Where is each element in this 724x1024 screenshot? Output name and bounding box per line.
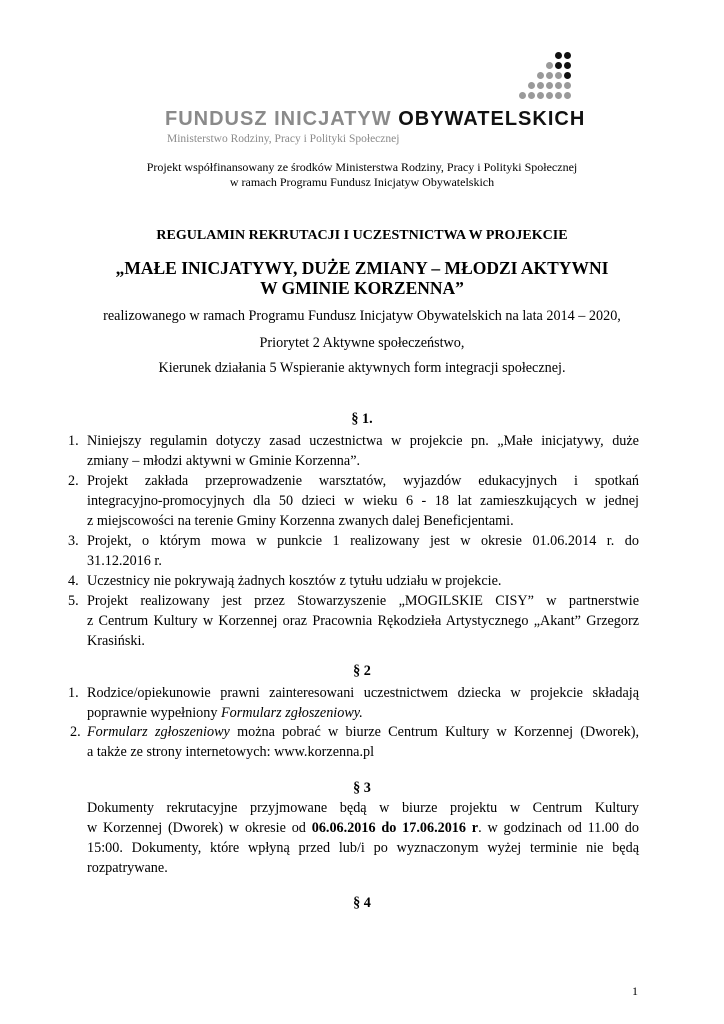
list-item-line	[87, 703, 639, 723]
document-heading: REGULAMIN REKRUTACJI I UCZESTNICTWA W PROJEKCIE	[156, 228, 568, 243]
list-item-text	[87, 722, 639, 762]
list-item-line: Niniejszy regulamin dotyczy zasad uczestnictwa w projekcie pn. „Małe inicjatywy, duże	[87, 433, 639, 449]
logo-dot	[528, 82, 535, 89]
list-item-number: 2.	[70, 724, 81, 740]
list-item-text	[87, 471, 639, 531]
paragraph-line: 15:00. Dokumenty, które wpłyną przed lub/i po wyznaczonym wyżej terminie nie będą	[87, 840, 639, 856]
logo-dot	[528, 92, 535, 99]
bold-date-range: 06.06.2016 do 17.06.2016 r	[311, 820, 479, 836]
project-title-line-1: „MAŁE INICJATYWY, DUŻE ZMIANY – MŁODZI AKTYWNI	[115, 258, 609, 278]
list-item-line: Projekt, o którym mowa w punkcie 1 realizowany jest w okresie 01.06.2014 r. do	[87, 533, 639, 549]
logo-dot	[537, 82, 544, 89]
list-item-line	[87, 722, 639, 742]
logo-dots-graphic	[510, 52, 574, 104]
list-item-line: Projekt realizowany jest przez Stowarzyszenie „MOGILSKIE CISY” w partnerstwie	[87, 593, 639, 609]
list-item-number: 1.	[68, 685, 79, 701]
list-item-text	[87, 683, 639, 723]
list-item-line: 31.12.2016 r.	[87, 553, 162, 569]
italic-form-name: Formularz zgłoszeniowy.	[220, 705, 363, 721]
list-item-number: 2.	[68, 473, 79, 489]
italic-form-name: Formularz zgłoszeniowy	[87, 724, 230, 740]
text-run: w Korzennej (Dworek) w okresie od	[87, 820, 312, 836]
logo-subtitle: Ministerstwo Rodziny, Pracy i Polityki Społecznej	[167, 133, 400, 145]
logo-wordmark	[165, 108, 585, 131]
text-run: . w godzinach od 11.00 do	[478, 820, 639, 836]
list-item-line: Uczestnicy nie pokrywają żadnych kosztów z tytułu udziału w projekcie.	[87, 573, 502, 589]
list-item-line: integracyjno-promocyjnych dla 50 dzieci w wieku 6 - 18 lat zamieszkujących w jednej	[87, 493, 639, 509]
logo-dot	[537, 92, 544, 99]
list-item-text	[87, 591, 639, 651]
text-run: poprawnie wypełniony	[87, 705, 221, 721]
logo-dot	[555, 72, 562, 79]
logo-dot	[537, 72, 544, 79]
cofinance-line-2: w ramach Programu Fundusz Inicjatyw Obywatelskich	[229, 175, 495, 189]
priority-line: Priorytet 2 Aktywne społeczeństwo,	[259, 335, 465, 351]
list-item-line: z Centrum Kultury w Korzennej oraz Pracownia Rękodzieła Artystycznego „Akant” Grzegorz	[87, 613, 639, 629]
logo-wordmark-part1: FUNDUSZ INICJATYW	[165, 108, 392, 130]
section-4-heading: § 4	[353, 895, 371, 911]
logo-dot	[564, 82, 571, 89]
section-3-heading: § 3	[353, 780, 371, 796]
logo-dot	[546, 72, 553, 79]
text-run: można pobrać w biurze Centrum Kultury w Korzennej (Dworek),	[229, 724, 639, 740]
list-item-line: a także ze strony internetowych: www.korzenna.pl	[87, 744, 375, 760]
section-3-paragraph	[87, 798, 639, 878]
paragraph-line: Dokumenty rekrutacyjne przyjmowane będą w biurze projektu w Centrum Kultury	[87, 800, 639, 816]
list-item-text	[87, 431, 639, 471]
list-item-line: Rodzice/opiekunowie prawni zainteresowani uczestnictwem dziecka w projekcie składają	[87, 685, 639, 701]
list-item-line: zmiany – młodzi aktywni w Gminie Korzenna”.	[87, 453, 361, 469]
logo-dot	[564, 62, 571, 69]
cofinance-line-1: Projekt współfinansowany ze środków Ministerstwa Rodziny, Pracy i Polityki Społecznej	[146, 160, 578, 174]
logo-dot	[564, 52, 571, 59]
logo-dot	[546, 62, 553, 69]
logo-dot	[555, 92, 562, 99]
list-item-number: 3.	[68, 533, 79, 549]
logo-dot	[519, 92, 526, 99]
list-item-line: Projekt zakłada przeprowadzenie warsztatów, wyjazdów edukacyjnych i spotkań	[87, 473, 639, 489]
logo-dot	[546, 82, 553, 89]
logo-wordmark-part2: OBYWATELSKICH	[398, 108, 586, 130]
list-item-number: 1.	[68, 433, 79, 449]
logo-dot	[555, 82, 562, 89]
paragraph-line	[87, 818, 639, 838]
page-number: 1	[632, 984, 638, 998]
logo-dot	[564, 72, 571, 79]
logo-dot	[555, 62, 562, 69]
program-line: realizowanego w ramach Programu Fundusz Inicjatyw Obywatelskich na lata 2014 – 2020,	[103, 308, 621, 324]
section-1-heading: § 1.	[351, 411, 373, 427]
logo-dot	[546, 92, 553, 99]
logo-dot	[564, 92, 571, 99]
logo-dot	[555, 52, 562, 59]
section-2-heading: § 2	[353, 663, 371, 679]
list-item-text	[87, 531, 639, 571]
project-title-line-2: W GMINIE KORZENNA”	[260, 278, 464, 298]
list-item-number: 5.	[68, 593, 79, 609]
list-item-number: 4.	[68, 573, 79, 589]
paragraph-line: rozpatrywane.	[87, 860, 168, 876]
list-item-line: z miejscowości na terenie Gminy Korzenna zwanych dalej Beneficjentami.	[87, 513, 514, 529]
list-item-text	[87, 571, 639, 591]
direction-line: Kierunek działania 5 Wspieranie aktywnych form integracji społecznej.	[158, 360, 566, 376]
list-item-line: Krasiński.	[87, 633, 145, 649]
